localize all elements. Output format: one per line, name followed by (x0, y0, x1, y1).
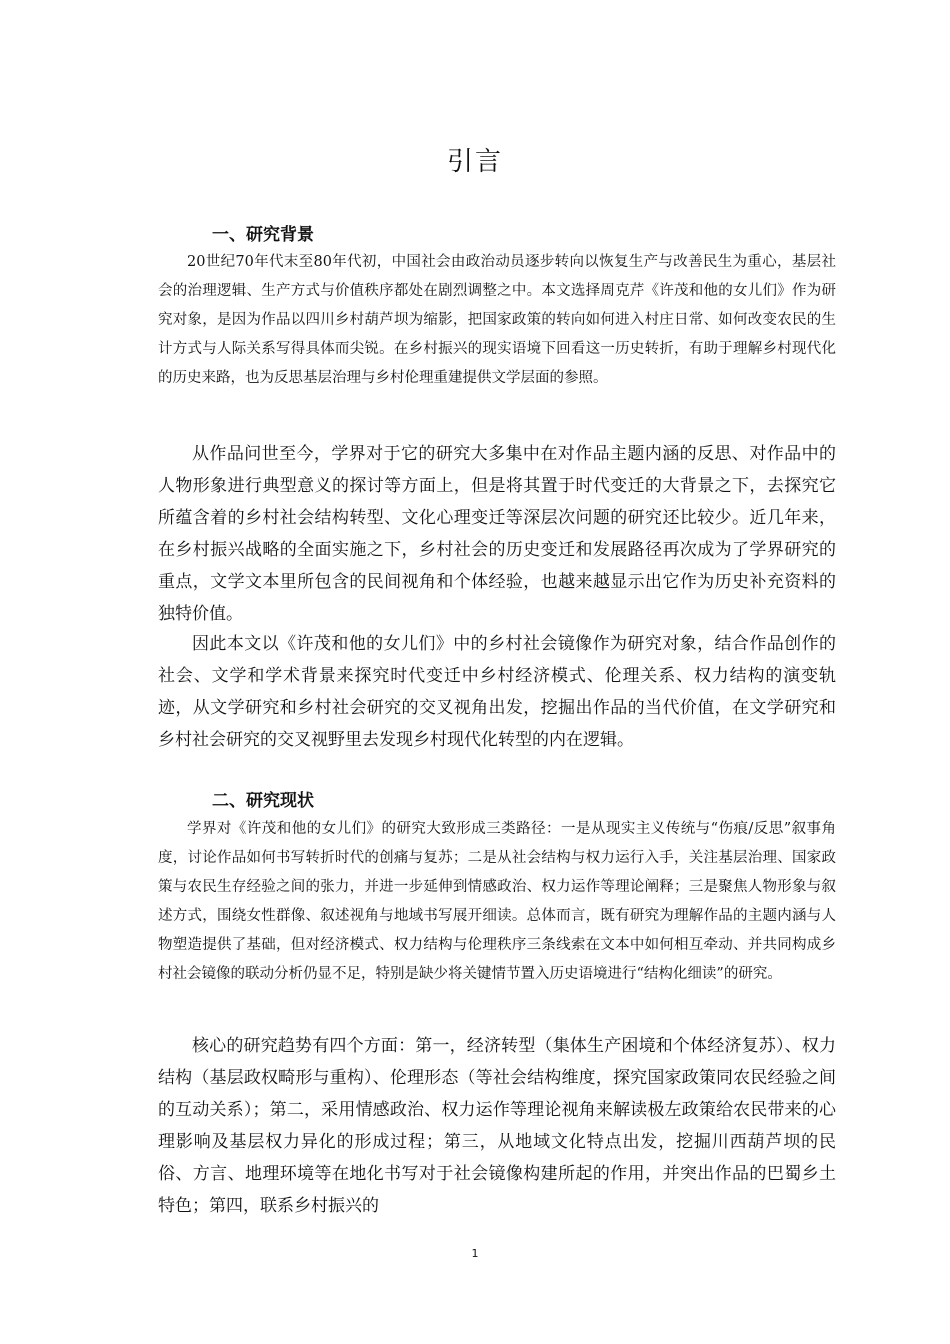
paragraph-background-3: 因此本文以《许茂和他的女儿们》中的乡村社会镜像作为研究对象，结合作品创作的社会、文学和学术背景来探究时代变迁中乡村经济模式、伦理关系、权力结构的演变轨迹，从文学研究和乡村社会研究的交叉视角出发，挖掘出作品的当代价值，在文学研究和乡村社会研究的交叉视野里去发现乡村现代化转型的内在逻辑。 (158, 634, 836, 750)
section-heading-research-background: 一、研究背景 (212, 225, 314, 245)
paragraph-status-2: 核心的研究趋势有四个方面：第一，经济转型（集体生产困境和个体经济复苏）、权力结构（基层政权畸形与重构）、伦理形态（等社会结构维度，探究国家政策同农民经验之间的互动关系）；第二，采用情感政治、权力运作等理论视角来解读极左政策给农民带来的心理影响及基层权力异化的形成过程；第三，从地域文化特点出发，挖掘川西葫芦坝的民俗、方言、地理环境等在地化书写对于社会镜像构建所起的作用，并突出作品的巴蜀乡土特色；第四，联系乡村振兴的 (158, 1036, 836, 1216)
paragraph-background-1: 20世纪70年代末至80年代初，中国社会由政治动员逐步转向以恢复生产与改善民生为重心，基层社会的治理逻辑、生产方式与价值秩序都处在剧烈调整之中。本文选择周克芹《许茂和他的女儿们》作为研究对象，是因为作品以四川乡村葫芦坝为缩影，把国家政策的转向如何进入村庄日常、如何改变农民的生计方式与人际关系写得具体而尖锐。在乡村振兴的现实语境下回看这一历史转折，有助于理解乡村现代化的历史来路，也为反思基层治理与乡村伦理重建提供文学层面的参照。 (158, 254, 836, 386)
page-number: 1 (471, 1247, 479, 1260)
paragraph-background-2: 从作品问世至今，学界对于它的研究大多集中在对作品主题内涵的反思、对作品中的人物形象进行典型意义的探讨等方面上，但是将其置于时代变迁的大背景之下，去探究它所蕴含着的乡村社会结构转型、文化心理变迁等深层次问题的研究还比较少。近几年来，在乡村振兴战略的全面实施之下，乡村社会的历史变迁和发展路径再次成为了学界研究的重点，文学文本里所包含的民间视角和个体经验，也越来越显示出它作为历史补充资料的独特价值。 (158, 444, 836, 624)
page-title: 引言 (446, 147, 503, 177)
section-heading-research-status: 二、研究现状 (212, 791, 314, 811)
paragraph-status-1: 学界对《许茂和他的女儿们》的研究大致形成三类路径：一是从现实主义传统与“伤痕/反思”叙事角度，讨论作品如何书写转折时代的创痛与复苏；二是从社会结构与权力运行入手，关注基层治理、国家政策与农民生存经验之间的张力，并进一步延伸到情感政治、权力运作等理论阐释；三是聚焦人物形象与叙述方式，围绕女性群像、叙述视角与地域书写展开细读。总体而言，既有研究为理解作品的主题内涵与人物塑造提供了基础，但对经济模式、权力结构与伦理秩序三条线索在文本中如何相互牵动、并共同构成乡村社会镜像的联动分析仍显不足，特别是缺少将关键情节置入历史语境进行“结构化细读”的研究。 (158, 821, 836, 982)
